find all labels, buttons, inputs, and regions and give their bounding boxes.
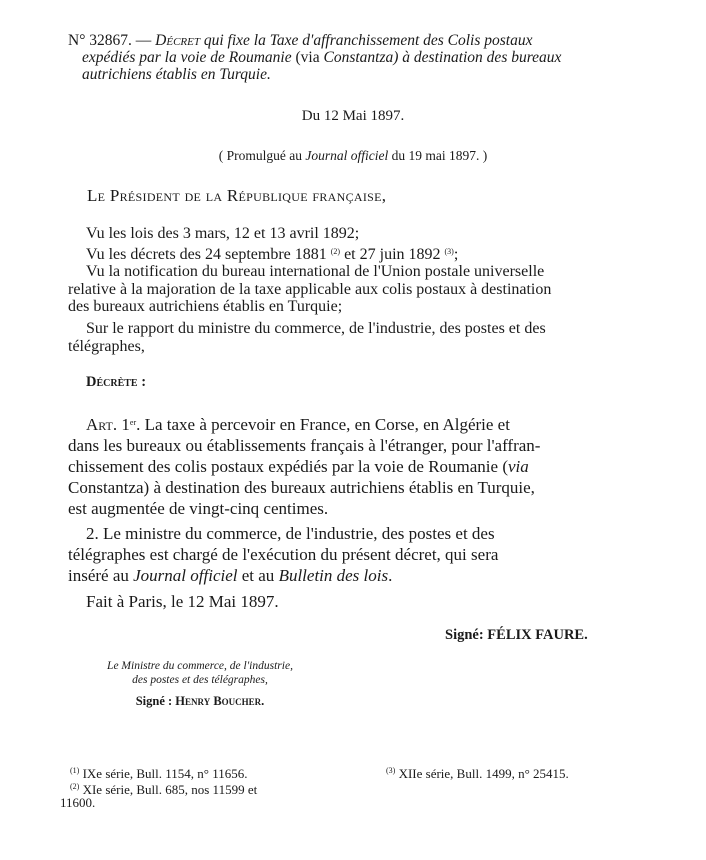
footnote-ref-3: (3) xyxy=(444,246,454,256)
visas-section xyxy=(68,225,670,316)
article-1-text-3: chissement des colis postaux expédiés par la voie de Roumanie ( xyxy=(68,457,508,476)
article-2-bulletin: Bulletin des lois xyxy=(278,566,389,585)
decree-title-via: (via xyxy=(295,49,320,66)
visa-juin: et 27 juin 1892 xyxy=(344,245,441,263)
article-2-line-2: télégraphes est chargé de l'exécution du présent décret, qui sera xyxy=(68,545,499,564)
minister-name: Henry Boucher. xyxy=(175,694,265,708)
footnote-3-ref: (3) xyxy=(386,766,396,775)
article-1-line-4: Constantza) à destination des bureaux autrichiens établis en Turquie, xyxy=(68,478,535,497)
article-2-period: . xyxy=(388,566,393,585)
article-1-via: via xyxy=(508,457,529,476)
decree-title-constantza: Constantza) xyxy=(323,49,399,66)
decree-number: N° 32867. — xyxy=(68,32,152,49)
footnote-1-ref: (1) xyxy=(70,766,80,775)
header-line-2 xyxy=(68,49,668,66)
footnote-1-text: IXe série, Bull. 1154, n° 11656. xyxy=(82,766,248,781)
article-1-label-sup: er xyxy=(129,418,137,427)
article-2-line-3 xyxy=(68,565,670,586)
visa-line-4: relative à la majoration de la taxe applicable aux colis postaux à destination xyxy=(68,280,552,298)
promulgation-journal: Journal officiel xyxy=(305,148,389,163)
rapport-line-1: Sur le rapport du ministre du commerce, de l'industrie, des postes et des xyxy=(86,320,546,337)
minister-line-1: Le Ministre du commerce, de l'industrie, xyxy=(107,660,293,672)
article-1-text-1: . La taxe à percevoir en France, en Corse, en Algérie et xyxy=(136,415,510,434)
promulgation-close: du 19 mai 1897. ) xyxy=(391,148,488,163)
rapport-section xyxy=(68,320,670,355)
decree-title-line-2a: expédiés par la voie de Roumanie xyxy=(82,49,292,66)
article-2 xyxy=(68,523,670,586)
article-2-text-a: inséré au xyxy=(68,566,129,585)
footnote-2-continued: 11600. xyxy=(60,795,96,810)
article-1-line-2: dans les bureaux ou établissements français à l'étranger, pour l'affran- xyxy=(68,436,541,455)
article-1 xyxy=(68,412,670,519)
article-1-line-3 xyxy=(68,456,670,477)
footnote-2-text: XIe série, Bull. 685, nos 11599 et xyxy=(82,782,258,797)
decree-label: Décret xyxy=(155,32,200,49)
visa-line-3: Vu la notification du bureau international de l'Union postale universelle xyxy=(86,263,545,280)
footnote-3 xyxy=(386,763,569,782)
president-heading: Le Président de la République française, xyxy=(87,186,387,205)
minister-line-2: des postes et des télégraphes, xyxy=(132,674,268,686)
visa-semicolon: ; xyxy=(453,245,459,263)
minister-title xyxy=(60,659,340,687)
visa-decrets: Vu les décrets des 24 septembre 1881 xyxy=(86,245,327,263)
decree-date: Du 12 Mai 1897. xyxy=(301,108,405,124)
header-line-1 xyxy=(68,32,668,49)
header-line-3: autrichiens établis en Turquie. xyxy=(82,66,271,83)
article-1-line-5: est augmentée de vingt-cinq centimes. xyxy=(68,499,329,518)
article-2-text-b: et au xyxy=(241,566,275,585)
promulgation-open: ( Promulgué au xyxy=(218,148,302,163)
visa-line-2 xyxy=(68,243,670,264)
minister-signed-prefix: Signé : xyxy=(135,694,173,708)
decrete-heading: Décrète : xyxy=(86,374,147,390)
footnote-2-ref: (2) xyxy=(70,782,80,791)
article-1-label: Art. 1 xyxy=(86,415,130,434)
decree-title-line-2d: à destination des bureaux xyxy=(402,49,562,66)
minister-signature xyxy=(60,694,340,709)
decree-title-line-1: qui fixe la Taxe d'affranchissement des Colis postaux xyxy=(203,32,533,49)
footnote-2 xyxy=(70,779,257,798)
article-2-journal: Journal officiel xyxy=(133,566,238,585)
rapport-line-2: télégraphes, xyxy=(68,337,145,355)
footnote-ref-2: (2) xyxy=(330,246,341,256)
article-2-line-1: 2. Le ministre du commerce, de l'industrie, des postes et des xyxy=(86,524,495,543)
footnote-3-text: XIIe série, Bull. 1499, n° 25415. xyxy=(398,766,569,781)
article-1-line-1 xyxy=(68,412,670,435)
fait-a-paris: Fait à Paris, le 12 Mai 1897. xyxy=(86,592,279,611)
decree-header xyxy=(68,32,668,83)
visa-line-1: Vu les lois des 3 mars, 12 et 13 avril 1892; xyxy=(86,225,360,242)
promulgation-note xyxy=(0,148,706,164)
president-signature: Signé: FÉLIX FAURE. xyxy=(445,627,588,643)
visa-line-5: des bureaux autrichiens établis en Turquie; xyxy=(68,298,343,315)
